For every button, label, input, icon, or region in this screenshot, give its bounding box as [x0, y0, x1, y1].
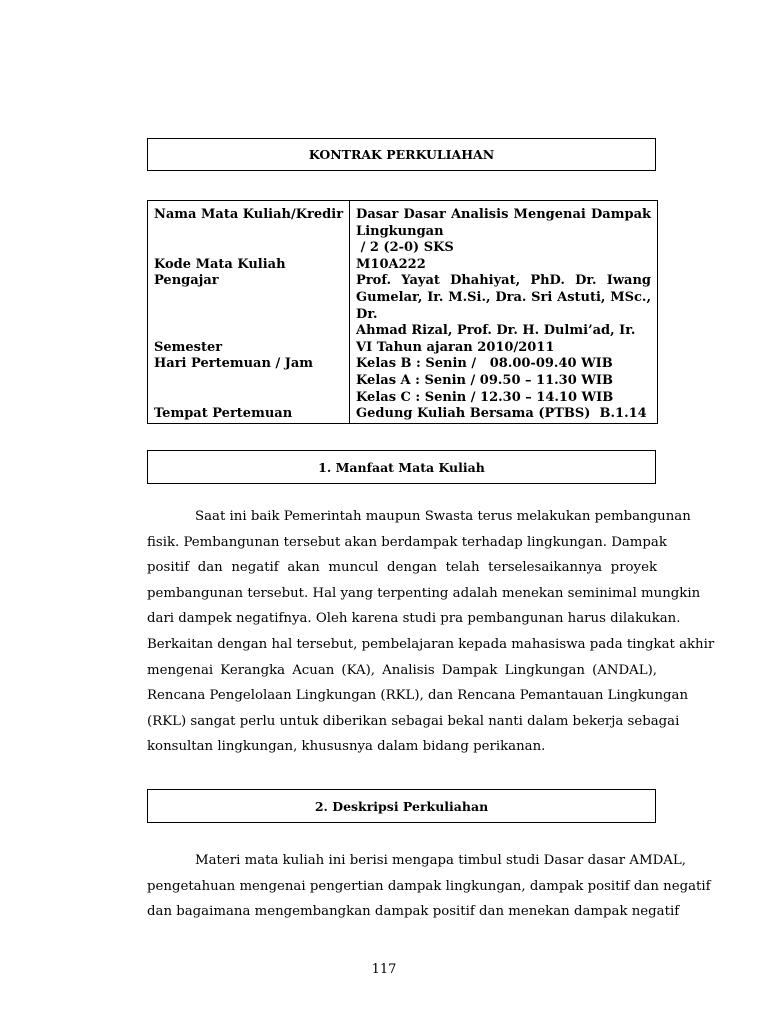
section2-paragraph	[147, 848, 711, 925]
paragraph-line: mengenai Kerangka Acuan (KA), Analisis Dampak Lingkungan (ANDAL),	[147, 662, 657, 678]
label-meeting-day: Hari Pertemuan / Jam	[154, 356, 314, 372]
paragraph-line: pembangunan tersebut. Hal yang terpenting adalah menekan seminimal mungkin	[147, 585, 701, 601]
value-course-name-cont: Lingkungan	[356, 223, 444, 239]
section2-heading-box	[147, 789, 656, 823]
paragraph-line: fisik. Pembangunan tersebut akan berdampak terhadap lingkungan. Dampak	[147, 534, 667, 550]
section1-heading-box	[147, 450, 656, 484]
page-number: 117	[371, 962, 397, 977]
section1-paragraph	[147, 504, 715, 760]
title-box	[147, 138, 656, 171]
paragraph-line: Rencana Pengelolaan Lingkungan (RKL), dan Rencana Pemantauan Lingkungan	[147, 688, 689, 704]
label-semester: Semester	[154, 339, 223, 355]
paragraph-line: Materi mata kuliah ini berisi mengapa timbul studi Dasar dasar AMDAL,	[195, 853, 686, 868]
label-spacer	[154, 224, 343, 241]
paragraph-line: (RKL) sangat perlu untuk diberikan sebagai bekal nanti dalam bekerja sebagai	[147, 713, 680, 729]
label-spacer	[154, 373, 343, 390]
value-course-code: M10A222	[356, 256, 426, 272]
value-semester: VI Tahun ajaran 2010/2011	[356, 339, 555, 355]
label-spacer	[154, 307, 343, 324]
value-credits: / 2 (2-0) SKS	[356, 240, 454, 256]
label-spacer	[154, 323, 343, 340]
label-lecturer: Pengajar	[154, 273, 219, 289]
info-labels-cell	[148, 201, 350, 424]
value-schedule-c: Kelas C : Senin / 12.30 – 14.10 WIB	[356, 389, 614, 405]
info-values-cell	[350, 201, 658, 424]
section1-heading: 1. Manfaat Mata Kuliah	[318, 459, 485, 475]
label-course-code: Kode Mata Kuliah	[154, 256, 286, 272]
paragraph-line: Berkaitan dengan hal tersebut, pembelajaran kepada mahasiswa pada tingkat akhir	[147, 636, 715, 652]
value-schedule-a: Kelas A : Senin / 09.50 – 11.30 WIB	[356, 372, 613, 388]
value-place: Gedung Kuliah Bersama (PTBS) B.1.14	[356, 406, 647, 422]
value-course-name: Dasar Dasar Analisis Mengenai Dampak	[356, 207, 651, 222]
label-spacer	[154, 390, 343, 407]
value-lecturer-3: Ahmad Rizal, Prof. Dr. H. Dulmi’ad, Ir.	[356, 323, 636, 339]
paragraph-line: dan bagaimana mengembangkan dampak positif dan menekan dampak negatif	[147, 904, 680, 920]
label-spacer	[154, 290, 343, 307]
paragraph-line: positif dan negatif akan muncul dengan telah terselesaikannya proyek	[147, 560, 657, 576]
value-lecturer-2: Gumelar, Ir. M.Si., Dra. Sri Astuti, MSc., Dr.	[356, 289, 651, 322]
paragraph-line: konsultan lingkungan, khususnya dalam bidang perikanan.	[147, 739, 546, 755]
section2-heading: 2. Deskripsi Perkuliahan	[314, 798, 489, 814]
label-spacer	[154, 240, 343, 257]
document-title: KONTRAK PERKULIAHAN	[308, 147, 495, 162]
paragraph-line: dari dampek negatifnya. Oleh karena studi pra pembangunan harus dilakukan.	[147, 611, 681, 627]
paragraph-line: Saat ini baik Pemerintah maupun Swasta terus melakukan pembangunan	[195, 509, 691, 524]
value-schedule-b: Kelas B : Senin / 08.00-09.40 WIB	[356, 356, 613, 372]
paragraph-line: pengetahuan mengenai pengertian dampak lingkungan, dampak positif dan negatif	[147, 878, 711, 894]
label-course-name: Nama Mata Kuliah/Kredir	[154, 207, 344, 222]
course-info-table	[147, 200, 658, 424]
value-lecturer-1: Prof. Yayat Dhahiyat, PhD. Dr. Iwang	[356, 273, 651, 289]
label-meeting-place: Tempat Pertemuan	[154, 406, 293, 422]
